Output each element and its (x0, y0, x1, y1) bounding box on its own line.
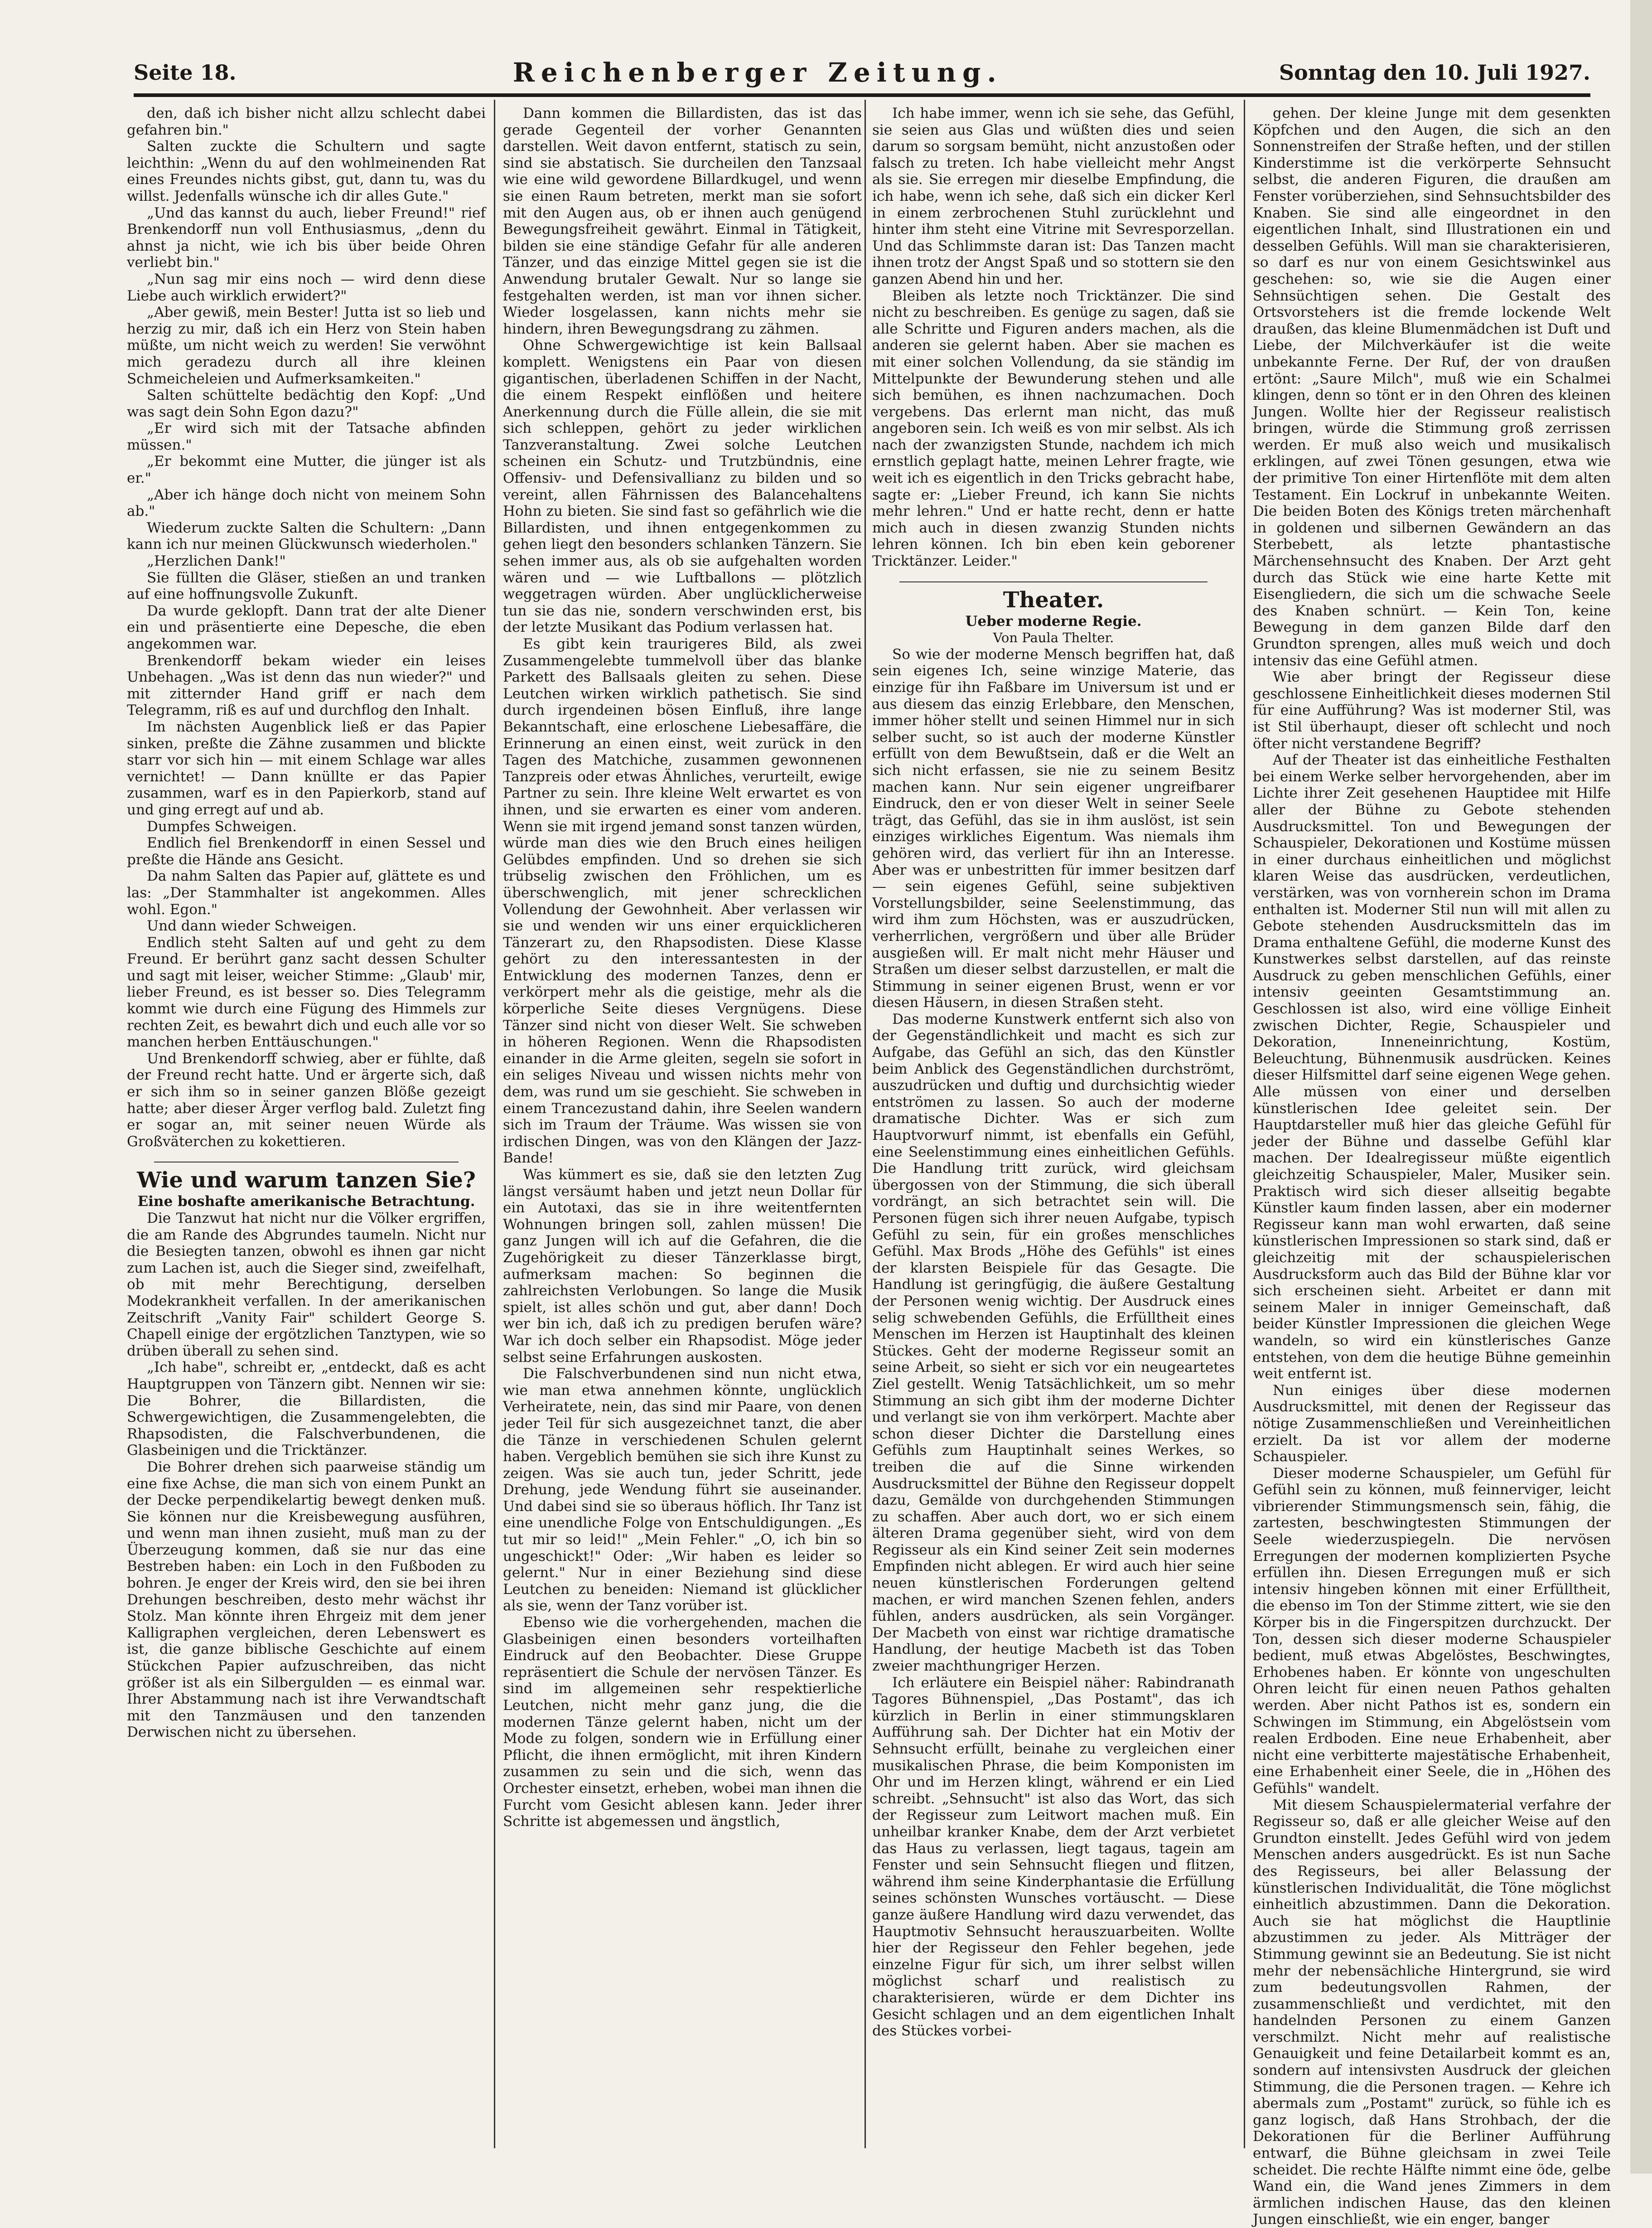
paragraph: Ich habe immer, wenn ich sie sehe, das Gefühl, sie seien aus Glas und wüßten dies und seien darum so sorgsam bemüht, nicht anzustoßen oder falsch zu treten. Ich habe vielleicht mehr Angst als sie. Sie erregen mir dieselbe Empfindung, die ich habe, wenn ich sehe, daß sich ein dicker Kerl in einem zerbrochenen Stuhl zurücklehnt und hinter ihm steht eine Vitrine mit Sevresporzellan. Und das Schlimmste daran ist: Das Tanzen macht ihnen trotz der Angst Spaß und so stottern sie den ganzen Abend hin und her. (872, 105, 1235, 287)
paragraph: Im nächsten Augenblick ließ er das Papier sinken, preßte die Zähne zusammen und blickte starr vor sich hin — mit einem Schlage war alles vernichtet! — Dann knüllte er das Papier zusammen, warf es in den Papierkorb, stand auf und ging erregt auf und ab. (127, 718, 486, 818)
paragraph: Endlich steht Salten auf und geht zu dem Freund. Er berührt ganz sacht dessen Schulter und sagt mit leiser, weicher Stimme: „Glaub' mir, lieber Freund, es ist besser so. Dies Telegramm kommt wie durch eine Fügung des Himmels zur rechten Zeit, es bewahrt dich und euch alle vor so manchen herben Enttäuschungen." (127, 934, 486, 1051)
paragraph: Wiederum zuckte Salten die Schultern: „Dann kann ich nur meinen Glückwunsch wiederholen." (127, 519, 486, 553)
paragraph: Dann kommen die Billardisten, das ist das gerade Gegenteil der vorher Genannten darstellen. Weit davon entfernt, statisch zu sein, sind sie abstatisch. Sie durcheilen den Tanzsaal wie eine wild gewordene Billardkugel, und wenn sie einen Raum betreten, merkt man sie sofort mit den Augen aus, ob er ihnen auch genügend Bewegungsfreiheit gewährt. Einmal in Tätigkeit, bilden sie eine ständige Gefahr für alle anderen Tänzer, und das einzige Mittel gegen sie ist die Anwendung brutaler Gewalt. Nur so lange sie festgehalten werden, ist man vor ihnen sicher. Wieder losgelassen, kann nichts mehr sie hindern, ihren Bewegungsdrang zu zähmen. (503, 105, 862, 337)
paragraph: Und dann wieder Schweigen. (147, 918, 357, 935)
paragraph: Da nahm Salten das Papier auf, glättete es und las: „Der Stammhalter ist angekommen. Alles wohl. Egon." (127, 868, 486, 918)
paragraph: „Und das kannst du auch, lieber Freund!" rief Brenkendorff nun voll Enthusiasmus, „denn du ahnst ja nicht, wie ich bis über beide Ohren verliebt bin." (127, 204, 486, 271)
paragraph: gehen. Der kleine Junge mit dem gesenkten Köpfchen und den Augen, die sich an den Sonnenstreifen der Straße heften, und der stillen Kinderstimme ist die verkörperte Sehnsucht selbst, die anderen Figuren, die draußen am Fenster vorüberziehen, sind Sehnsuchtsbilder des Knaben. Sie sind alle eingeordnet in den eigentlichen Inhalt, sind Illustrationen ein und desselben Gefühls. Will man sie charakterisieren, so darf es nur von einem Gesichtswinkel aus geschehen: so, wie sie die Augen einer Sehnsüchtigen sehen. Die Gestalt des Ortsvorstehers ist die fremde lockende Welt draußen, das kleine Blumenmädchen ist Duft und Liebe, der Milchverkäufer ist die weite unbekannte Ferne. Der Ruf, der von draußen ertönt: „Saure Milch", muß wie ein Schalmei klingen, denn so tönt er in den Ohren des kleinen Jungen. Wollte hier der Regisseur realistisch bringen, würde die Stimmung groß zerrissen werden. Er muß also weich und musikalisch erklingen, auf zwei Tönen gesungen, etwa wie der primitive Ton einer Hirtenflöte mit dem alten Testament. Ein Lockruf in unbekannte Weiten. Die beiden Boten des Königs treten märchenhaft in goldenen und silbernen Gewändern an das Sterbebett, als letzte phantastische Märchensehnsucht des Knaben. Der Arzt geht durch das Stück wie eine harte Kette mit Eisengliedern, die sich um die schwache Seele des Knaben schnürt. — Kein Ton, keine Bewegung in dem ganzen Bilde darf den Grundton sprengen, alles muß weich und doch intensiv das eine Gefühl atmen. (1253, 105, 1611, 669)
paragraph: Dieser moderne Schauspieler, um Gefühl für Gefühl sein zu können, muß feinnerviger, leicht vibrierender Stimmungsmensch sein, fähig, die zartesten, beschwingtesten Stimmungen der Seele wiederzuspiegeln. Die nervösen Erregungen der modernen komplizierten Psyche erfüllen ihn. Diesen Erregungen muß er sich intensiv hingeben können mit einer Erfülltheit, die ebenso im Ton der Stimme zittert, wie sie den Körper bis in die Fingerspitzen durchzuckt. Der Ton, dessen sich dieser moderne Schauspieler bedient, muß etwas Abgelöstes, Beschwingtes, Erhobenes haben. Er könnte von ungeschulten Ohren leicht für einen neuen Pathos gehalten werden. Aber nicht Pathos ist es, sondern ein Schwingen im Stimmung, ein Abgelöstsein vom realen Erdboden. Eine neue Erhabenheit, aber nicht eine verbitterte majestätische Erhabenheit, eine Erhabenheit einer Seele, die in „Höhen des Gefühls" wandelt. (1253, 1465, 1611, 1797)
paragraph: Nun einiges über diese modernen Ausdrucksmittel, mit denen der Regisseur das nötige Zusammenschließen und Vereinheitlichen erzielt. Da ist vor allem der moderne Schauspieler. (1253, 1382, 1611, 1465)
column-divider (865, 100, 866, 2148)
paragraph: „Nun sag mir eins noch — wird denn diese Liebe auch wirklich erwidert?" (127, 271, 486, 304)
section-title: Theater. (1003, 587, 1104, 613)
paragraph: Ebenso wie die vorhergehenden, machen die Glasbeinigen einen besonders vorteilhaften Eindruck auf den Beobachter. Diese Gruppe repräsentiert die Schule der nervösen Tänzer. Es sind im allgemeinen sehr respektierliche Leutchen, nicht mehr ganz jung, die die modernen Tänze gelernt haben, nicht um der Mode zu folgen, sondern wie in Erfüllung einer Pflicht, die ihnen ermöglicht, mit ihren Kindern zusammen zu sein und die sich, wenn das Orchester einsetzt, erheben, wobei man ihnen die Furcht vom Gesicht ablesen kann. Jeder ihrer Schritte ist abgemessen und ängstlich, (503, 1614, 862, 1830)
issue-date: Sonntag den 10. Juli 1927. (1279, 60, 1590, 85)
article-subtitle: Eine boshafte amerikanische Betrachtung. (137, 1193, 475, 1210)
paragraph: „Er wird sich mit der Tatsache abfinden müssen." (127, 420, 486, 453)
paragraph: Mit diesem Schauspielermaterial verfahre der Regisseur so, daß er alle gleicher Weise auf den Grundton einstellt. Jedes Gefühl wird von jedem Menschen anders ausgedrückt. Es ist nun Sache des Regisseurs, bei aller Belassung der künstlerischen Individualität, die Töne möglichst einheitlich abzustimmen. Dann die Dekoration. Auch sie hat möglichst die Hauptlinie abzustimmen zu jeder. Als Mitträger der Stimmung gewinnt sie an Bedeutung. Sie ist nicht mehr der nebensächliche Hintergrund, sie wird zum bedeutungsvollen Rahmen, der zusammenschließt und verdichtet, mit den handelnden Personen zu einem Ganzen verschmilzt. Nicht mehr auf realistische Genauigkeit und feine Detailarbeit kommt es an, sondern auf intensivsten Ausdruck der gleichen Stimmung, die die Personen tragen. — Kehre ich abermals zum „Postamt" zurück, so fühle ich es ganz logisch, daß Hans Strohbach, der die Dekorationen für die Berliner Aufführung entwarf, die Bühne gleichsam in zwei Teile scheidet. Die rechte Hälfte nimmt eine öde, gelbe Wand ein, die Wand jenes Zimmers in dem ärmlichen indischen Hause, das den kleinen Jungen einschließt, wie ein enger, banger (1253, 1797, 1611, 2228)
article-body-continued (872, 105, 1235, 570)
page-edge (1630, 0, 1652, 2174)
column-3 (872, 105, 1235, 2140)
paragraph: „Aber ich hänge doch nicht von meinem Sohn ab." (127, 486, 486, 520)
paragraph: „Aber gewiß, mein Bester! Jutta ist so lieb und herzig zu mir, daß ich ein Herz von Stein haben müßte, um nicht weich zu werden! Sie verwöhnt mich geradezu durch all ihre kleinen Schmeicheleien und Aufmerksamkeiten." (127, 304, 486, 387)
paragraph: den, daß ich bisher nicht allzu schlecht dabei gefahren bin." (127, 105, 486, 138)
paragraph: Das moderne Kunstwerk entfernt sich also von der Gegenständlichkeit und macht es sich zur Aufgabe, das Gefühl an sich, das den Künstler beim Anblick des Gegenständlichen durchströmt, auszudrücken und duftig und durchsichtig wieder entströmen zu lassen. So auch der moderne dramatische Dichter. Was er sich zum Hauptvorwurf nimmt, ist ebenfalls ein Gefühl, eine Seelenstimmung eines einheitlichen Gefühls. Die Handlung tritt zurück, wird gleichsam übergossen von der Stimmung, die sich überall vordrängt, an sich betrachtet sein will. Die Personen fügen sich ihrer neuen Aufgabe, typisch Gefühl zu sein, für ein großes menschliches Gefühl. Max Brods „Höhe des Gefühls" ist eines der klarsten Beispiele für das Gesagte. Die Handlung ist geringfügig, die äußere Gestaltung der Personen wenig wichtig. Der Ausdruck eines selig schwebenden Gefühls, die Erfülltheit eines Menschen im Herzen ist Hauptinhalt des kleinen Stückes. Geht der moderne Regisseur somit an seine Arbeit, so sieht er sich vor ein neugeartetes Ziel gestellt. Wenig Tatsächlichkeit, um so mehr Stimmung an sich gibt ihm der moderne Dichter und verlangt sie von ihm verkörpert. Machte aber schon dieser Dichter die Darstellung eines Gefühls zum Hauptinhalt seines Werkes, so treiben die auf die Sinne wirkenden Ausdrucksmittel der Bühne den Regisseur doppelt dazu, Gemälde von durchgehenden Stimmungen zu schaffen. Aber auch dort, wo er sich einem älteren Drama gegenüber sieht, wird von dem Regisseur als ein Kind seiner Zeit sein modernes Empfinden nicht ablegen. Er wird auch hier seine neuen künstlerischen Forderungen geltend machen, er wird manchen Szenen fehlen, anders fühlen, anders ausdrücken, als sein Vorgänger. Der Macbeth von einst war richtige dramatische Handlung, der heutige Macbeth ist das Toben zweier machthungriger Herzen. (872, 1011, 1235, 1675)
story-continuation (127, 105, 486, 1150)
newspaper-title: Reichenberger Zeitung. (512, 57, 1003, 88)
paragraph: Salten zuckte die Schultern und sagte leichthin: „Wenn du auf den wohlmeinenden Rat eines Freundes nichts gibst, gut, dann tu, was du willst. Jedenfalls wünsche ich dir alles Gute." (127, 138, 486, 204)
paragraph: Wie aber bringt der Regisseur diese geschlossene Einheitlichkeit dieses modernen Stil für eine Aufführung? Was ist moderner Stil, was ist Stil überhaupt, dieser oft schlecht und noch öfter nicht verstandene Begriff? (1253, 669, 1611, 752)
paragraph: Ich erläutere ein Beispiel näher: Rabindranath Tagores Bühnenspiel, „Das Postamt", das ich kürzlich in Berlin in einer stimmungsklaren Aufführung sah. Der Dichter hat ein Motiv der Sehnsucht erfüllt, beinahe zu vergleichen einer musikalischen Phrase, die beim Komponisten im Ohr und im Herzen klingt, während er ein Lied schreibt. „Sehnsucht" ist also das Wort, das sich der Regisseur zum Leitwort machen muß. Ein unheilbar kranker Knabe, dem der Arzt verbietet das Haus zu verlassen, liegt tagaus, tagein am Fenster und sein Sehnsucht fliegen und flitzen, während ihm seine Kinderphantasie die Erfüllung seines schönsten Wunsches vortäuscht. — Diese ganze äußere Handlung wird dazu verwendet, das Hauptmotiv Sehnsucht herauszuarbeiten. Wollte hier der Regisseur den Fehler begehen, jede einzelne Figur für sich, um ihrer selbst willen möglichst scharf und realistisch zu charakterisieren, würde er dem Dichter ins Gesicht schlagen und an dem eigentlichen Inhalt des Stückes vorbei- (872, 1674, 1235, 2039)
page-number: Seite 18. (134, 60, 237, 85)
paragraph: Was kümmert es sie, daß sie den letzten Zug längst versäumt haben und jetzt neun Dollar für ein Autotaxi, das sie in ihre weitentfernten Wohnungen bringen soll, zahlen müssen! Die ganz Jungen will ich auf die Gefahren, die die Zugehörigkeit zu dieser Tänzerklasse birgt, aufmerksam machen: So beginnen die zahlreichsten Verlobungen. So lange die Musik spielt, ist alles schön und gut, aber dann! Doch wer bin ich, daß ich zu predigen berufen wäre? War ich doch selber ein Rhapsodist. Möge jeder selbst seine Erfahrungen auskosten. (503, 1167, 862, 1366)
paragraph: Die Tanzwut hat nicht nur die Völker ergriffen, die am Rande des Abgrundes taumeln. Nicht nur die Besiegten tanzen, obwohl es ihnen gar nicht zum Lachen ist, auch die Sieger sind, zweifelhaft, ob mit mehr Berechtigung, derselben Modekrankheit verfallen. In der amerikanischen Zeitschrift „Vanity Fair" schildert George S. Chapell einige der ergötzlichen Tanztypen, wie so drüben überall zu sehen sind. (127, 1210, 486, 1359)
header-rule (134, 93, 1590, 97)
paragraph: Auf der Theater ist das einheitliche Festhalten bei einem Werke selber hervorgehenden, aber im Lichte ihrer Zeit gesehenen Hauptidee mit Hilfe aller der Bühne zu Gebote stehenden Ausdrucksmittel. Ton und Bewegungen der Schauspieler, Dekorationen und Kostüme müssen in einer durchaus einheitlichen und möglichst klaren Weise das ausdrücken, verdeutlichen, verstärken, was von vornherein schon im Drama enthalten ist. Moderner Stil nun will mit allen zu Gebote stehenden Ausdrucksmitteln das im Drama enthaltene Gefühl, die moderne Kunst des Kunstwerkes selbst darstellen, auf das reinste Ausdruck zu geben menschlichen Gefühls, einer intensiv geeinten Gesamtstimmung an. Geschlossen ist also, wird eine völlige Einheit zwischen Dichter, Regie, Schauspieler und Dekoration, Inneneinrichtung, Kostüm, Beleuchtung, Bühnenmusik ausdrücken. Keines dieser Hilfsmittel darf seine eigenen Wege gehen. Alle müssen von einer und derselben künstlerischen Idee geleitet sein. Der Hauptdarsteller muß hier das gleiche Gefühl für jeder der Bühne und dasselbe Gefühl klar machen. Der Idealregisseur müßte eigentlich gleichzeitig Schauspieler, Maler, Musiker sein. Praktisch wird sich dieser allseitig begabte Künstler kaum finden lassen, aber ein moderner Regisseur kann man wohl erwarten, daß seine künstlerischen Impressionen so stark sind, daß er gleichzeitig mit der schauspielerischen Ausdrucksform auch das Bild der Bühne klar vor sich erscheinen sieht. Arbeitet er dann mit seinem Maler in inniger Gemeinschaft, daß beider Künstler Impressionen die gleichen Wege wandeln, so wird ein künstlerisches Ganze entstehen, von dem die heutige Bühne gemeinhin weit entfernt ist. (1253, 752, 1611, 1382)
paragraph: Sie füllten die Gläser, stießen an und tranken auf eine hoffnungsvolle Zukunft. (127, 569, 486, 603)
section-separator (899, 581, 1208, 582)
paragraph: Dumpfes Schweigen. (147, 818, 297, 835)
theater-article-continued (1253, 105, 1611, 2228)
paragraph: Es gibt kein traurigeres Bild, als zwei Zusammengelebte tummelvoll über das blanke Parkett des Ballsaals gleiten zu sehen. Diese Leutchen wirken wirklich pathetisch. Sie sind durch irgendeinen bösen Einfluß, ihre lange Bekanntschaft, eine erloschene Liebesaffäre, die Erinnerung an einen einst, weit zurück in den Tagen des Matchiche, zusammen gewonnenen Tanzpreis oder etwas Ähnliches, verurteilt, ewige Partner zu sein. Ihre kleine Welt erwartet es von ihnen, und sie erwarten es einer vom anderen. Wenn sie mit irgend jemand sonst tanzen würden, würde man dies wie den Bruch eines heiligen Gelübdes empfinden. Und so drehen sie sich trübselig zwischen den Fröhlichen, um es überschwenglich, mit jener schrecklichen Vollendung der Gewohnheit. Aber verlassen wir sie und wenden wir uns einer erquicklicheren Tänzerart zu, den Rhapsodisten. Diese Klasse gehört zu den interessantesten in der Entwicklung des modernen Tanzes, denn er verkörpert mehr als die geistige, mehr als die körperliche Seite dieses Vergnügens. Diese Tänzer sind nicht von dieser Welt. Sie schweben in höheren Regionen. Wenn die Rhapsodisten einander in die Arme gleiten, segeln sie sofort in ein seliges Niveau und wissen nichts mehr von dem, was rund um sie geschieht. Sie schweben in einem Trancezustand dahin, ihre Seelen wandern sich im Traum der Träume. Was wissen sie von irdischen Dingen, was von den Klängen der Jazz-Bande! (503, 636, 862, 1167)
paragraph: So wie der moderne Mensch begriffen hat, daß sein eigenes Ich, seine winzige Materie, das einzige für ihn Faßbare im Universum ist und er aus diesem das einzig Erlebbare, den Menschen, immer höher stellt und seinen Himmel nur in sich selber sucht, so ist auch der moderne Künstler erfüllt von dem Bewußtsein, daß er die Welt an sich nicht erfassen, sie nie zu seinem Besitz machen kann. Nur sein eigener ungreifbarer Eindruck, den er von dieser Welt in seiner Seele trägt, das Gefühl, das sie in ihm auslöst, ist sein einziges wirkliches Eigentum. Was niemals ihm gehören wird, das verliert für ihn an Interesse. Aber was er unbestritten für immer besitzen darf — sein eigenes Gefühl, seine subjektiven Vorstellungsbilder, seine Seelenstimmung, das wird ihm zum Höchsten, was er auszudrücken, verherrlichen, vergrößern und über alle Brüder ausgießen will. Er malt nicht mehr Häuser und Straßen um dieser selbst darzustellen, er malt die Stimmung in seiner eigenen Brust, wenn er vor diesen Häusern, in diesen Straßen steht. (872, 646, 1235, 1011)
column-divider (494, 100, 495, 2148)
paragraph: „Herzlichen Dank!" (147, 553, 286, 570)
paragraph: Da wurde geklopft. Dann trat der alte Diener ein und präsentierte eine Depesche, die eben angekommen war. (127, 602, 486, 652)
article-author: Von Paula Thelter. (993, 630, 1114, 646)
paragraph: Und Brenkendorff schwieg, aber er fühlte, daß der Freund recht hatte. Und er ärgerte sich, daß er sich ihm so in seiner ganzen Blöße gezeigt hatte; aber dieser Ärger verflog bald. Zuletzt fing er sogar an, mit seiner neuen Würde als Großväterchen zu kokettieren. (127, 1050, 486, 1150)
page-header (134, 54, 1590, 91)
paragraph: Ohne Schwergewichtige ist kein Ballsaal komplett. Wenigstens ein Paar von diesen gigantischen, überladenen Schiffen in der Nacht, die einem Respekt einflößen und heitere Anerkennung durch die Fülle allein, die sie mit sich schleppen, gehört zu jeder wirklichen Tanzveranstaltung. Zwei solche Leutchen scheinen ein Schutz- und Trutzbündnis, eine Offensiv- und Defensivallianz zu bilden und so vereint, allen Fährnissen des Balancehaltens Hohn zu bieten. Sie sind fast so gefährlich wie die Billardisten, und ihnen entgegenkommen zu gehen liegt den besonders schlanken Tänzern. Sie sehen immer aus, als ob sie aufgehalten worden wären und — wie Luftballons — plötzlich weggetragen würden. Aber unglücklicherweise tun sie das nie, sondern verschwinden erst, bis der letzte Musikant das Podium verlassen hat. (503, 337, 862, 636)
article-title: Wie und warum tanzen Sie? (137, 1167, 476, 1193)
paragraph: Endlich fiel Brenkendorff in einen Sessel und preßte die Hände ans Gesicht. (127, 835, 486, 868)
paragraph: Die Bohrer drehen sich paarweise ständig um eine fixe Achse, die man sich von einem Punkt an der Decke perpendikelartig bewegt denken muß. Sie können nur die Kreisbewegung ausführen, und wenn man ihnen zusieht, muß man zu der Überzeugung kommen, daß sie nur das eine Bestreben haben: ein Loch in den Fußboden zu bohren. Je enger der Kreis wird, den sie bei ihren Drehungen beschreiben, desto mehr wächst ihr Stolz. Man könnte ihren Ehrgeiz mit dem jener Kalligraphen vergleichen, deren Lebenswert es ist, die ganze biblische Geschichte auf einem Stückchen Papier aufzuschreiben, das nicht größer ist als ein Silbergulden — es einmal war. Ihrer Abstammung nach ist ihre Verwandtschaft mit den Tanzmäusen und den tanzenden Derwischen nicht zu übersehen. (127, 1458, 486, 1741)
column-4 (1253, 105, 1611, 2228)
paragraph: Salten schüttelte bedächtig den Kopf: „Und was sagt dein Sohn Egon dazu?" (127, 387, 486, 420)
column-2 (503, 105, 862, 2140)
theater-article-subtitle: Ueber moderne Regie. (965, 613, 1142, 630)
paragraph: „Ich habe", schreibt er, „entdeckt, daß es acht Hauptgruppen von Tänzern gibt. Nennen wir sie: Die Bohrer, die Billardisten, die Schwergewichtigen, die Zusammengelebten, die Rhapsodisten, die Falschverbundenen, die Glasbeinigen und die Tricktänzer. (127, 1359, 486, 1459)
article-body-continued (503, 105, 862, 1830)
paragraph: Brenkendorff bekam wieder ein leises Unbehagen. „Was ist denn das nun wieder?" und mit zitternder Hand griff er nach dem Telegramm, riß es auf und durchflog den Inhalt. (127, 652, 486, 719)
column-divider (1244, 100, 1245, 2148)
theater-article-body (872, 646, 1235, 2039)
paragraph: „Er bekommt eine Mutter, die jünger ist als er." (127, 453, 486, 487)
article-body (127, 1210, 486, 1741)
paragraph: Bleiben als letzte noch Tricktänzer. Die sind nicht zu beschreiben. Es genüge zu sagen, daß sie alle Schritte und Figuren anders machen, als die anderen sie gelernt haben. Aber sie machen es mit einer solchen Vollendung, da sie ständig im Mittelpunkte der Bewunderung stehen und alle sich bemühen, es ihnen nachzumachen. Doch vergebens. Das erlernt man nicht, das muß angeboren sein. Ich weiß es von mir selbst. Als ich nach der zwanzigsten Stunde, nachdem ich mich ernstlich geplagt hatte, meinen Lehrer fragte, wie weit ich es eigentlich in den Tricks gebracht habe, sagte er: „Lieber Freund, ich kann Sie nichts mehr lehren." Und er hatte recht, denn er hatte mich auch in diesen zwanzig Stunden nichts lehren können. Ich bin eben kein geborener Tricktänzer. Leider." (872, 287, 1235, 570)
column-1 (127, 105, 486, 2140)
paragraph: Die Falschverbundenen sind nun nicht etwa, wie man etwa annehmen könnte, unglücklich Verheiratete, nein, das sind mir Paare, von denen jeder Teil für sich ausgezeichnet tanzt, die aber die Tänze in verschiedenen Schulen gelernt haben. Vergeblich bemühen sie sich ihre Kunst zu zeigen. Was sie auch tun, jeder Schritt, jede Drehung, jede Wendung führt sie auseinander. Und dabei sind sie so überaus höflich. Ihr Tanz ist eine unendliche Folge von Entschuldigungen. „Es tut mir so leid!" „Mein Fehler." „O, ich bin so ungeschickt!" Oder: „Wir haben es leider so gelernt." Nur in einer Beziehung sind diese Leutchen zu beneiden: Niemand ist glücklicher als sie, wenn der Tanz vorüber ist. (503, 1366, 862, 1614)
